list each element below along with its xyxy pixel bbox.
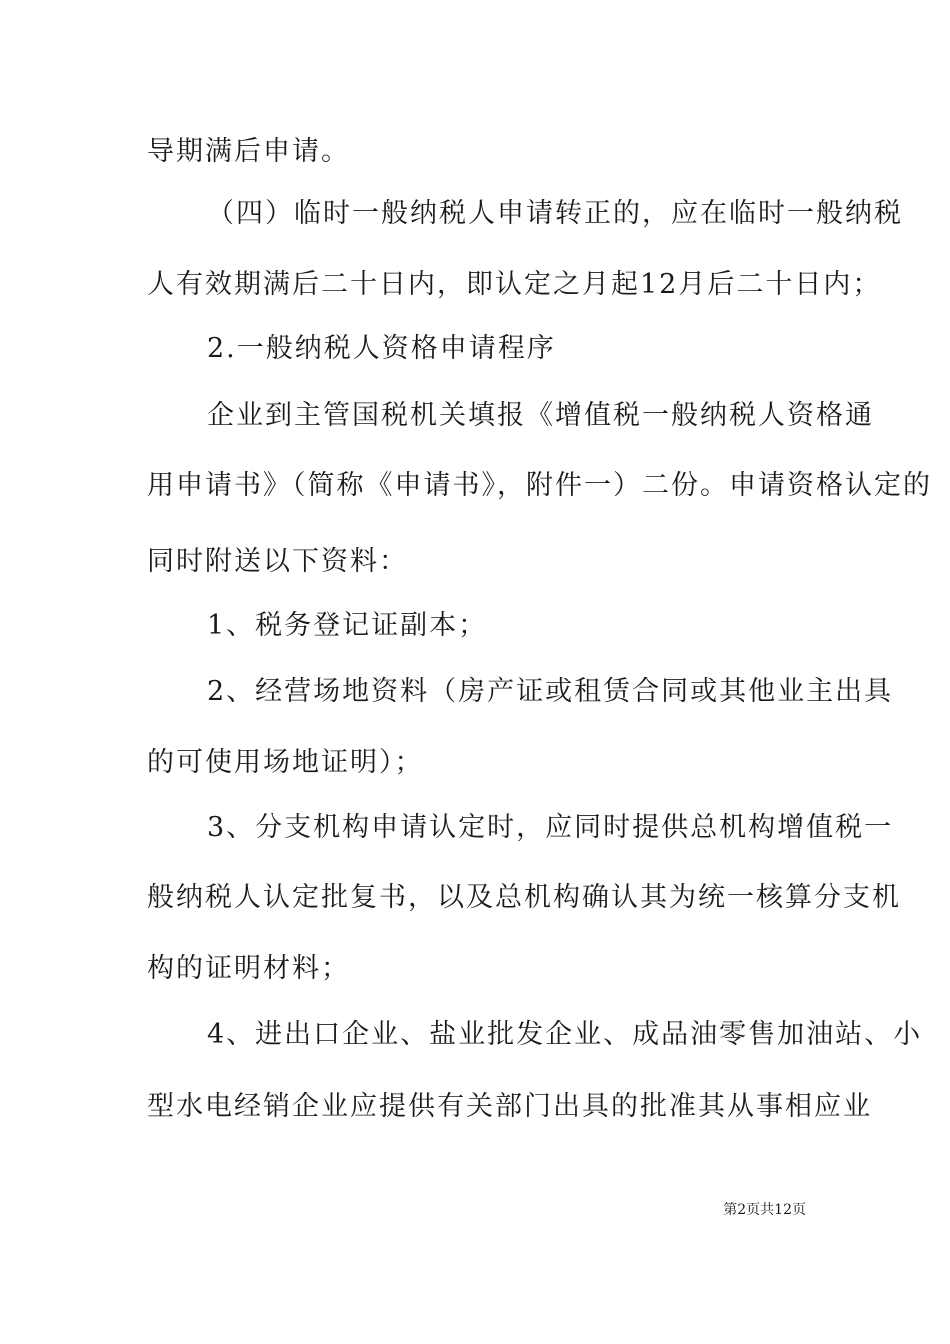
text-line: 型水电经销企业应提供有关部门出具的批准其从事相应业: [147, 1091, 872, 1122]
section-heading: 2.一般纳税人资格申请程序: [207, 333, 556, 364]
text-line: 人有效期满后二十日内，即认定之月起12月后二十日内；: [147, 269, 882, 300]
text-line: 的可使用场地证明）；: [147, 747, 424, 778]
text-line: 构的证明材料；: [147, 953, 350, 984]
page-number: 第2页共12页: [723, 1202, 806, 1218]
text-line: 同时附送以下资料：: [147, 546, 408, 577]
list-item: 4、进出口企业、盐业批发企业、成品油零售加油站、小: [207, 1019, 923, 1050]
text-line: （四）临时一般纳税人申请转正的，应在临时一般纳税: [207, 198, 903, 229]
text-line: 导期满后申请。: [147, 136, 350, 167]
list-item: 1、税务登记证副本；: [207, 610, 488, 641]
text-line: 用申请书》（简称《申请书》，附件一）二份。申请资格认定的: [147, 470, 932, 501]
list-item: 2、经营场地资料（房产证或租赁合同或其他业主出具: [207, 676, 894, 707]
list-item: 3、分支机构申请认定时，应同时提供总机构增值税一: [207, 812, 894, 843]
text-line: 般纳税人认定批复书，以及总机构确认其为统一核算分支机: [147, 882, 901, 913]
text-line: 企业到主管国税机关填报《增值税一般纳税人资格通: [207, 400, 874, 431]
